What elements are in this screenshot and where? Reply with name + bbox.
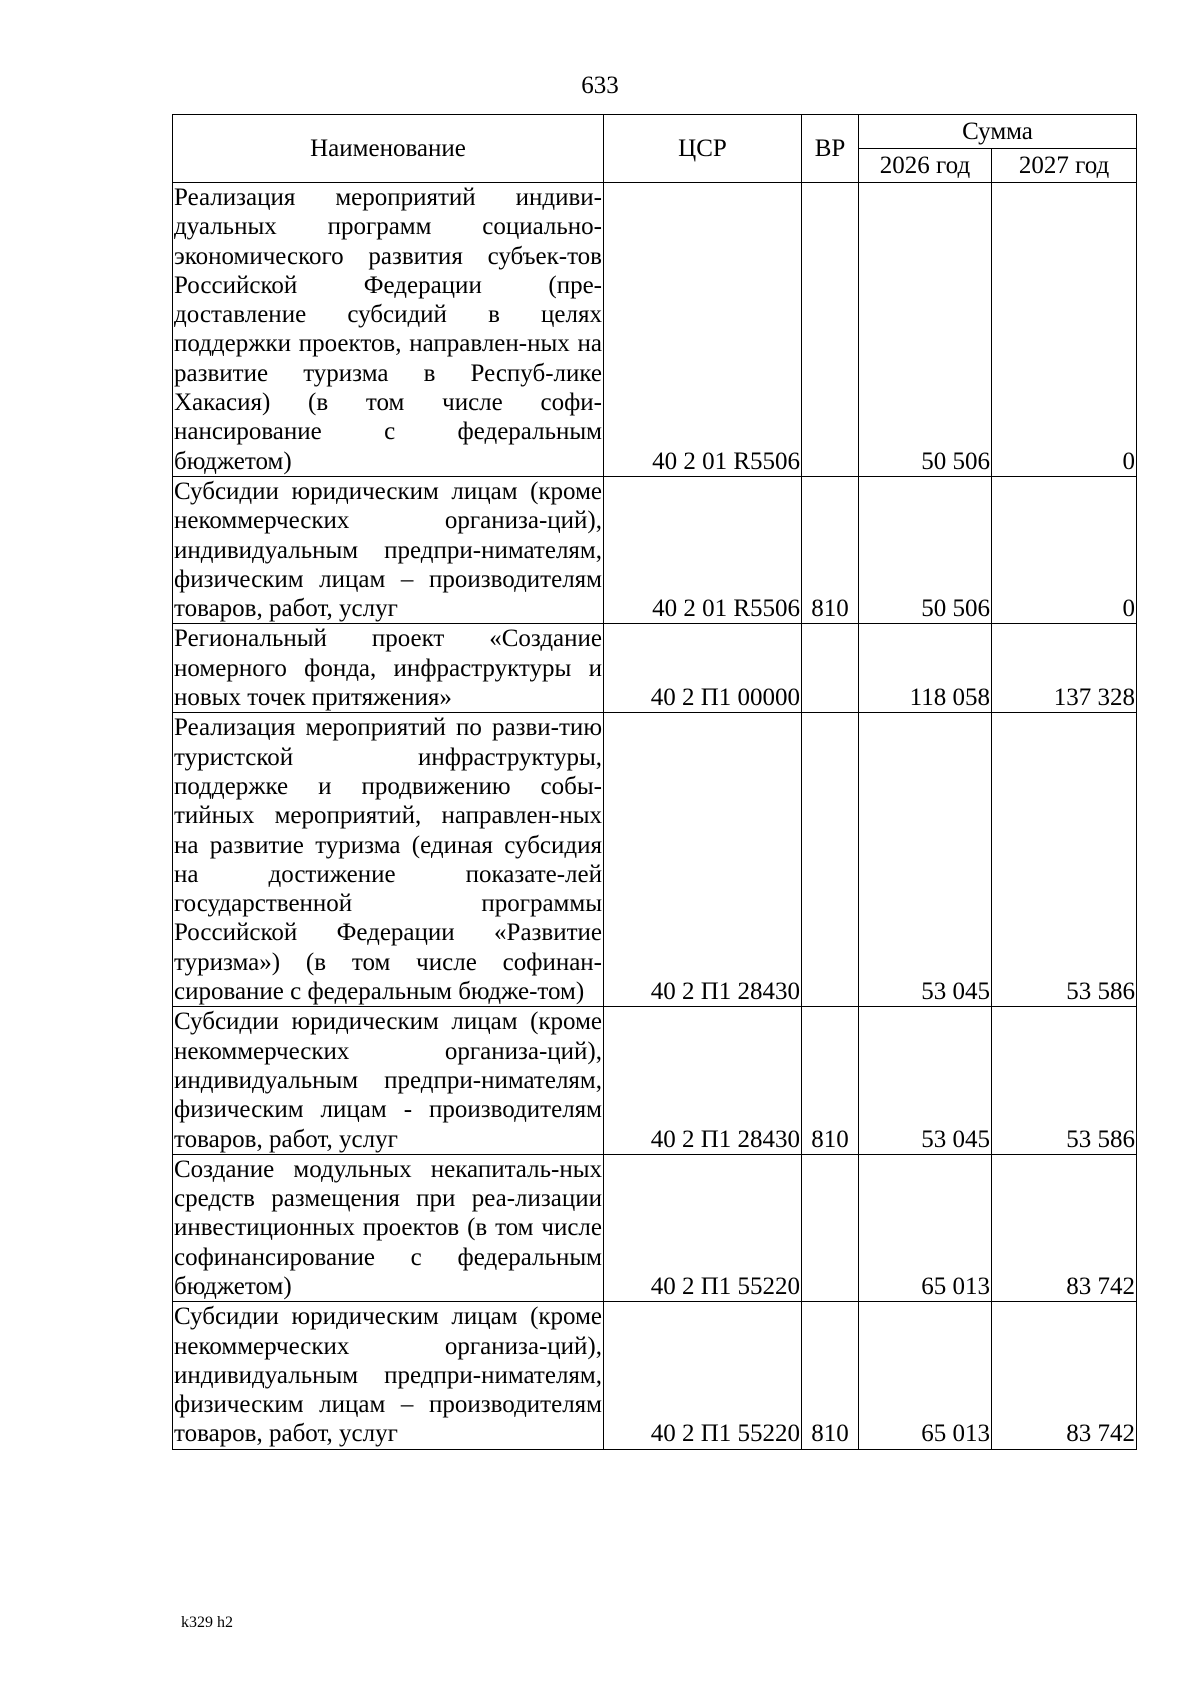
row-name: Субсидии юридическим лицам (кроме некоммерческих организа-ций), индивидуальным предпри-нимателям, физическим лицам – производителям товаров, работ, услуг: [174, 1303, 602, 1448]
row-amount-2026: 53 045: [859, 1007, 992, 1154]
table-row: [173, 476, 1137, 623]
header-sum: Сумма: [859, 115, 1137, 149]
header-row: [173, 115, 1137, 149]
row-csr: 40 2 П1 55220: [604, 1154, 802, 1301]
row-csr: 40 2 П1 28430: [604, 713, 802, 1007]
row-vr: [802, 183, 859, 477]
row-vr: 810: [802, 1007, 859, 1154]
row-amount-2027: 83 742: [992, 1154, 1137, 1301]
budget-table: [172, 114, 1137, 1450]
table-row: [173, 713, 1137, 1007]
row-amount-2026: 118 058: [859, 624, 992, 713]
row-vr: [802, 624, 859, 713]
row-name: Реализация мероприятий индиви-дуальных программ социально-экономического развития субъек-тов Российской Федерации (пре-доставление субсидий в целях поддержки проектов, направлен-ных на развитие туризма в Респуб-лике Хакасия) (в том числе софи-нансирование с федеральным бюджетом): [174, 184, 602, 475]
header-vr: ВР: [802, 115, 859, 183]
row-vr: 810: [802, 1302, 859, 1449]
row-amount-2027: 0: [992, 183, 1137, 477]
row-amount-2027: 53 586: [992, 713, 1137, 1007]
row-amount-2027: 0: [992, 476, 1137, 623]
document-code: k329 h2: [181, 1614, 233, 1631]
row-amount-2027: 83 742: [992, 1302, 1137, 1449]
row-csr: 40 2 П1 00000: [604, 624, 802, 713]
row-name: Создание модульных некапиталь-ных средств размещения при реа-лизации инвестиционных проектов (в том числе софинансирование с федеральным бюджетом): [174, 1155, 602, 1300]
row-name: Региональный проект «Создание номерного фонда, инфраструктуры и новых точек притяжения»: [174, 625, 602, 712]
row-csr: 40 2 П1 55220: [604, 1302, 802, 1449]
row-amount-2027: 137 328: [992, 624, 1137, 713]
table-row: [173, 624, 1137, 713]
row-vr: 810: [802, 476, 859, 623]
page-number: 633: [581, 72, 619, 99]
table-row: [173, 183, 1137, 477]
row-amount-2026: 65 013: [859, 1154, 992, 1301]
row-amount-2027: 53 586: [992, 1007, 1137, 1154]
header-csr: ЦСР: [604, 115, 802, 183]
row-amount-2026: 65 013: [859, 1302, 992, 1449]
table-row: [173, 1007, 1137, 1154]
row-csr: 40 2 П1 28430: [604, 1007, 802, 1154]
row-vr: [802, 1154, 859, 1301]
header-year-2026: 2026 год: [859, 149, 992, 183]
row-name: Реализация мероприятий по разви-тию туристской инфраструктуры, поддержке и продвижению собы-тийных мероприятий, направлен-ных на развитие туризма (единая субсидия на достижение показате-лей государственной программы Российской Федерации «Развитие туризма») (в том числе софинан-сирование с федеральным бюдже-том): [174, 714, 602, 1006]
table-row: [173, 1302, 1137, 1449]
row-amount-2026: 53 045: [859, 713, 992, 1007]
row-vr: [802, 713, 859, 1007]
row-csr: 40 2 01 R5506: [604, 476, 802, 623]
row-name: Субсидии юридическим лицам (кроме некоммерческих организа-ций), индивидуальным предпри-нимателям, физическим лицам – производителям товаров, работ, услуг: [174, 477, 602, 623]
row-name: Субсидии юридическим лицам (кроме некоммерческих организа-ций), индивидуальным предпри-нимателям, физическим лицам - производителям товаров, работ, услуг: [174, 1008, 602, 1153]
table-row: [173, 1154, 1137, 1301]
row-csr: 40 2 01 R5506: [604, 183, 802, 477]
header-year-2027: 2027 год: [992, 149, 1137, 183]
row-amount-2026: 50 506: [859, 183, 992, 477]
header-name: Наименование: [173, 115, 604, 183]
row-amount-2026: 50 506: [859, 476, 992, 623]
